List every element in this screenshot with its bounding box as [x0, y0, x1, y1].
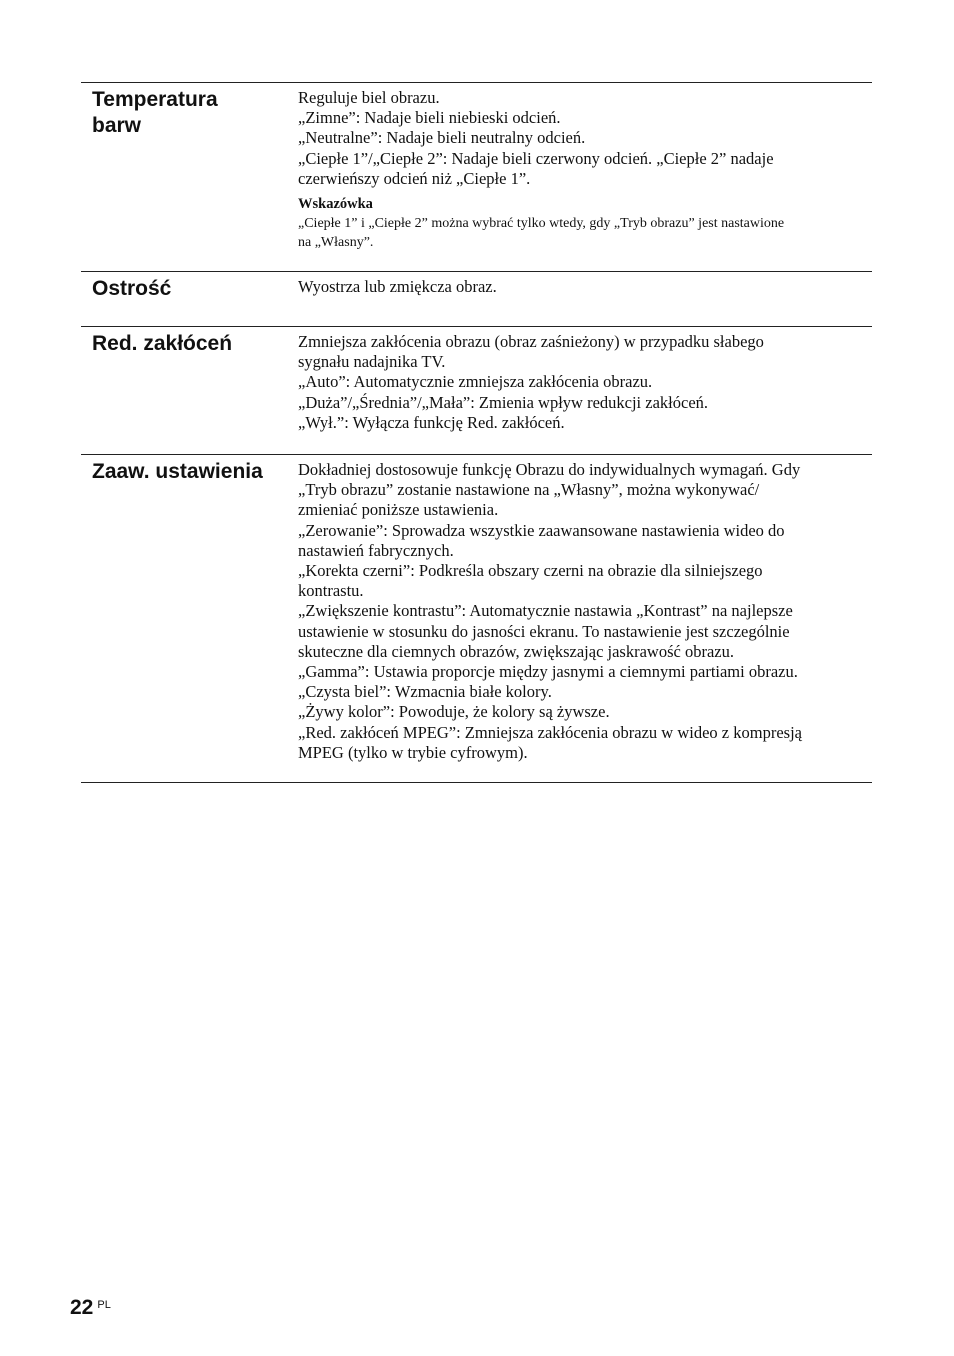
- description-line: Dokładniej dostosowuje funkcję Obrazu do indywidualnych wymagań. Gdy: [298, 460, 801, 479]
- description-line: „Duża”/„Średnia”/„Mała”: Zmienia wpływ redukcji zakłóceń.: [298, 392, 709, 412]
- description-line: „Red. zakłóceń MPEG”: Zmniejsza zakłócenia obrazu w wideo z kompresją: [298, 722, 802, 742]
- setting-term: [81, 327, 298, 454]
- page-number: 22: [70, 1296, 94, 1319]
- description-line: „Zwiększenie kontrastu”: Automatycznie nastawia „Kontrast” na najlepsze: [298, 601, 793, 621]
- description-line: „Zimne”: Nadaje bieli niebieski odcień.: [298, 108, 561, 128]
- table-row-red-zaklocen: [81, 327, 872, 455]
- setting-description: [298, 272, 872, 326]
- description-line: „Korekta czerni”: Podkreśla obszary czerni na obrazie dla silniejszego: [298, 561, 763, 581]
- term-line: Temperatura: [92, 88, 218, 111]
- description-line: „Gamma”: Ustawia proporcje między jasnymi a ciemnymi partiami obrazu.: [298, 662, 798, 682]
- description-line: Reguluje biel obrazu.: [298, 88, 440, 107]
- setting-term: [81, 272, 298, 326]
- term-line: Zaaw. ustawienia: [92, 460, 263, 483]
- setting-term: [81, 83, 298, 271]
- description-line: „Ciepłe 1”/„Ciepłe 2”: Nadaje bieli czerwony odcień. „Ciepłe 2” nadaje: [298, 148, 774, 168]
- hint-title: Wskazówka: [298, 196, 373, 213]
- description-line: „Neutralne”: Nadaje bieli neutralny odcień.: [298, 128, 586, 148]
- description-line: skuteczne dla ciemnych obrazów, zwiększając jaskrawość obrazu.: [298, 641, 734, 661]
- description-line: „Czysta biel”: Wzmacnia białe kolory.: [298, 682, 552, 702]
- settings-table: [81, 82, 872, 783]
- description-line: „Auto”: Automatycznie zmniejsza zakłócenia obrazu.: [298, 372, 653, 392]
- setting-term: [81, 455, 298, 782]
- description-line: „Zerowanie”: Sprowadza wszystkie zaawansowane nastawienia wideo do: [298, 520, 785, 540]
- description-line: czerwieńszy odcień niż „Ciepłe 1”.: [298, 168, 531, 188]
- description-line: Wyostrza lub zmiękcza obraz.: [298, 277, 497, 296]
- setting-description: [298, 327, 872, 454]
- hint-line: „Ciepłe 1” i „Ciepłe 2” można wybrać tylko wtedy, gdy „Tryb obrazu” jest nastawione: [298, 216, 785, 232]
- description-line: „Wył.”: Wyłącza funkcję Red. zakłóceń.: [298, 412, 565, 432]
- table-row-temperatura-barw: [81, 83, 872, 272]
- description-line: sygnału nadajnika TV.: [298, 352, 446, 372]
- hint-line: na „Własny”.: [298, 235, 374, 251]
- description-line: „Żywy kolor”: Powoduje, że kolory są żywsze.: [298, 702, 610, 722]
- term-line: Red. zakłóceń: [92, 332, 233, 355]
- term-line: Ostrość: [92, 277, 172, 300]
- page-language: PL: [97, 1299, 111, 1311]
- description-line: „Tryb obrazu” zostanie nastawione na „Własny”, można wykonywać/: [298, 480, 760, 500]
- description-line: MPEG (tylko w trybie cyfrowym).: [298, 742, 528, 762]
- setting-description: [298, 455, 872, 782]
- description-line: zmieniać poniższe ustawienia.: [298, 500, 499, 520]
- page-footer: [70, 1296, 111, 1320]
- description-line: kontrastu.: [298, 581, 364, 601]
- description-line: ustawienie w stosunku do jasności ekranu. To nastawienie jest szczególnie: [298, 621, 790, 641]
- description-line: nastawień fabrycznych.: [298, 540, 454, 560]
- setting-description: [298, 83, 872, 271]
- term-line: barw: [92, 114, 142, 137]
- table-row-zaaw-ustawienia: [81, 455, 872, 783]
- description-line: Zmniejsza zakłócenia obrazu (obraz zaśnieżony) w przypadku słabego: [298, 332, 764, 351]
- table-row-ostrosc: [81, 272, 872, 327]
